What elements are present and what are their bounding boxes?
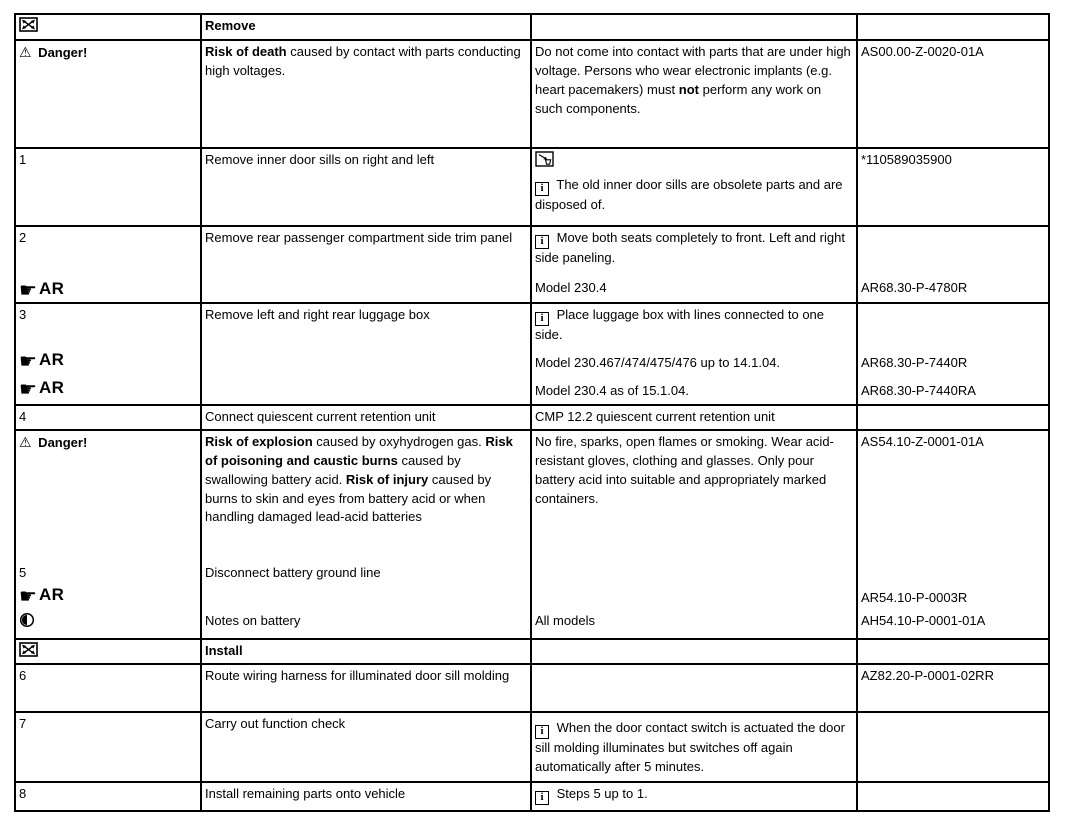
text-block <box>19 151 196 170</box>
text-span: Remove <box>205 18 256 33</box>
text-span: AR <box>38 378 65 397</box>
table-row-danger-high-voltage <box>16 39 1048 147</box>
cell-step <box>16 227 202 277</box>
text-span: not <box>678 81 699 97</box>
pointing-hand-icon: ☛ <box>19 583 37 608</box>
table-subrow <box>16 713 1048 781</box>
cell-operation <box>202 713 532 781</box>
text-block <box>535 306 852 345</box>
text-block <box>861 151 1044 170</box>
table-row-step-1 <box>16 147 1048 225</box>
cell-step <box>16 15 202 39</box>
table-subrow <box>16 304 1048 348</box>
cell-operation <box>202 610 532 638</box>
text-span: perform any work on such components. <box>535 81 822 116</box>
text-span: Model 230.4 as of 15.1.04. <box>535 383 689 398</box>
table-row-step-6 <box>16 663 1048 711</box>
text-block <box>205 433 526 527</box>
text-span: 4 <box>19 409 27 424</box>
cell-step <box>16 431 202 562</box>
text-span: Remove left and right rear luggage box <box>205 307 430 322</box>
text-span: Route wiring harness for illuminated door sill molding <box>205 668 510 683</box>
cell-notes <box>532 783 858 810</box>
text-span: Danger! <box>34 435 88 450</box>
text-block <box>19 715 196 734</box>
table-subrow <box>16 783 1048 810</box>
cell-operation <box>202 304 532 348</box>
text-block <box>535 176 852 215</box>
table-subrow <box>16 406 1048 429</box>
table-row-step-2 <box>16 225 1048 302</box>
table-subrow <box>16 15 1048 39</box>
text-span: Disconnect battery ground line <box>205 565 381 580</box>
text-block <box>861 589 1044 608</box>
text-block <box>535 408 852 427</box>
text-block <box>19 408 196 427</box>
warning-icon: ⚠ <box>19 435 32 451</box>
cell-operation <box>202 15 532 39</box>
pointing-hand-icon: ☛ <box>19 278 37 302</box>
text-block <box>861 382 1044 401</box>
cell-notes <box>532 665 858 711</box>
table-subrow <box>16 376 1048 404</box>
cell-step <box>16 277 202 302</box>
text-block <box>19 642 196 661</box>
text-span: AR <box>38 279 65 298</box>
text-span: Risk of injury <box>345 471 432 487</box>
info-icon: i <box>535 725 549 739</box>
table-subrow <box>16 562 1048 610</box>
text-block <box>205 17 526 36</box>
text-block <box>19 306 196 325</box>
text-span: AR <box>38 350 65 369</box>
cell-reference <box>858 348 1048 376</box>
text-span: AR68.30-P-4780R <box>861 280 968 295</box>
cell-step <box>16 640 202 663</box>
text-span: Remove inner door sills on right and left <box>205 152 435 167</box>
text-span: 5 <box>19 565 27 580</box>
cell-step <box>16 610 202 638</box>
text-block <box>205 408 526 427</box>
table-subrow <box>16 149 1048 225</box>
cell-step <box>16 149 202 225</box>
cell-step <box>16 41 202 147</box>
table-subrow <box>16 348 1048 376</box>
table-subrow <box>16 41 1048 147</box>
cell-step <box>16 783 202 810</box>
text-block <box>205 306 526 325</box>
text-span: Steps 5 up to 1. <box>553 786 648 801</box>
text-block <box>535 433 852 508</box>
text-block <box>19 378 196 399</box>
text-span: caused by swallowing battery acid. <box>205 452 461 487</box>
info-icon: i <box>535 235 549 249</box>
cell-operation <box>202 783 532 810</box>
table-subrow <box>16 640 1048 663</box>
info-icon: i <box>535 312 549 326</box>
text-span: Risk of explosion <box>205 434 317 449</box>
text-span: Place luggage box with lines connected to one side. <box>535 307 825 342</box>
text-block <box>19 612 196 632</box>
cell-operation <box>202 277 532 302</box>
text-block <box>861 43 1044 62</box>
cell-step <box>16 406 202 429</box>
table-row-section-remove <box>16 15 1048 39</box>
text-span: 7 <box>19 716 27 731</box>
cell-step <box>16 304 202 348</box>
text-span: 3 <box>19 307 27 322</box>
cell-notes <box>532 41 858 147</box>
cell-notes <box>532 431 858 562</box>
text-span: 8 <box>19 786 27 801</box>
section-remove-icon <box>19 17 38 36</box>
info-icon: i <box>535 791 549 805</box>
text-span: AR68.30-P-7440R <box>861 355 968 370</box>
text-block <box>205 642 526 661</box>
cell-operation <box>202 227 532 277</box>
cell-operation <box>202 665 532 711</box>
text-block <box>861 667 1044 686</box>
text-block <box>535 612 852 631</box>
text-span: Model 230.4 <box>535 280 607 295</box>
text-span: Risk of death <box>205 44 291 59</box>
cell-reference <box>858 376 1048 404</box>
cell-step <box>16 562 202 610</box>
text-block <box>535 785 852 805</box>
text-block <box>861 433 1044 452</box>
text-block <box>205 229 526 248</box>
cell-step <box>16 348 202 376</box>
text-span: AS00.00-Z-0020-01A <box>861 44 984 59</box>
text-span: 2 <box>19 230 27 245</box>
cell-reference <box>858 783 1048 810</box>
cell-notes <box>532 348 858 376</box>
cell-notes <box>532 277 858 302</box>
text-span: When the door contact switch is actuated the door sill molding illuminates but switches off again automatically after 5 minutes. <box>535 720 845 774</box>
text-span: AH54.10-P-0001-01A <box>861 613 986 628</box>
cell-reference <box>858 562 1048 610</box>
text-span: AR <box>38 584 65 604</box>
text-block <box>19 433 196 453</box>
text-block <box>19 785 196 804</box>
text-block <box>19 17 196 36</box>
text-span: All models <box>535 613 595 628</box>
text-block <box>205 151 526 170</box>
table-row-step-7 <box>16 711 1048 781</box>
cell-notes <box>532 149 858 225</box>
cell-reference <box>858 41 1048 147</box>
text-span: AZ82.20-P-0001-02RR <box>861 668 994 683</box>
cell-notes <box>532 227 858 277</box>
warning-icon: ⚠ <box>19 45 32 61</box>
cell-operation <box>202 431 532 562</box>
text-block <box>535 279 852 298</box>
text-block <box>535 719 852 777</box>
text-span: Do not come into contact with parts that are under high voltage. Persons who wear electronic implants (e.g. heart pacemakers) must <box>535 44 851 97</box>
cell-step <box>16 376 202 404</box>
cell-reference <box>858 665 1048 711</box>
cell-reference <box>858 431 1048 562</box>
text-block <box>19 585 196 606</box>
procedure-table <box>14 13 1050 812</box>
text-block <box>861 279 1044 298</box>
text-span: *110589035900 <box>861 152 952 167</box>
table-row-step-3 <box>16 302 1048 404</box>
text-block <box>205 612 526 631</box>
cell-operation <box>202 640 532 663</box>
text-span: The old inner door sills are obsolete parts and are disposed of. <box>535 176 843 212</box>
text-span: No fire, sparks, open flames or smoking. Wear acid-resistant gloves, clothing and glasses. Only pour battery acid into suitable and appropriately marked containers. <box>535 434 834 506</box>
cell-reference <box>858 640 1048 663</box>
pointing-hand-icon: ☛ <box>19 377 37 401</box>
text-span: caused by burns to skin and eyes from battery acid or when handling damaged lead-acid batteries <box>205 471 492 525</box>
text-span: Notes on battery <box>205 613 301 628</box>
text-span: Carry out function check <box>205 716 346 731</box>
table-row-section-install <box>16 638 1048 663</box>
table-row-danger-battery <box>16 429 1048 638</box>
table-subrow <box>16 431 1048 562</box>
table-subrow <box>16 277 1048 302</box>
text-block <box>19 229 196 248</box>
text-block <box>19 667 196 686</box>
text-span: Install <box>205 643 243 658</box>
text-span: CMP 12.2 quiescent current retention unit <box>535 409 775 424</box>
section-install-icon <box>19 642 38 661</box>
text-block <box>205 667 526 686</box>
cell-reference <box>858 15 1048 39</box>
text-block <box>205 43 526 81</box>
cell-notes <box>532 376 858 404</box>
cell-operation <box>202 348 532 376</box>
table-row-step-8 <box>16 781 1048 810</box>
table-row-step-4 <box>16 404 1048 429</box>
text-block <box>535 43 852 118</box>
cell-operation <box>202 406 532 429</box>
table-subrow <box>16 665 1048 711</box>
cell-notes <box>532 406 858 429</box>
cell-notes <box>532 304 858 348</box>
cell-operation <box>202 562 532 610</box>
table-subrow <box>16 227 1048 277</box>
text-span: AR68.30-P-7440RA <box>861 383 976 398</box>
cell-notes <box>532 713 858 781</box>
text-block <box>861 354 1044 373</box>
cell-reference <box>858 713 1048 781</box>
text-span: Install remaining parts onto vehicle <box>205 786 406 801</box>
text-block <box>535 354 852 373</box>
battery-note-icon <box>19 612 35 632</box>
text-block <box>535 382 852 401</box>
text-block <box>535 229 852 268</box>
text-block <box>535 151 852 171</box>
info-icon: i <box>535 182 549 196</box>
disposal-icon <box>535 151 554 171</box>
cell-reference <box>858 227 1048 277</box>
cell-reference <box>858 406 1048 429</box>
text-block <box>205 785 526 804</box>
text-block <box>205 564 526 583</box>
cell-notes <box>532 640 858 663</box>
text-span: AS54.10-Z-0001-01A <box>861 434 984 449</box>
text-block <box>861 612 1044 631</box>
text-span: Danger! <box>34 45 88 60</box>
table-subrow <box>16 610 1048 638</box>
text-span: Model 230.467/474/475/476 up to 14.1.04. <box>535 355 781 370</box>
text-block <box>19 564 196 583</box>
text-span: AR54.10-P-0003R <box>861 590 968 606</box>
cell-notes <box>532 610 858 638</box>
cell-operation <box>202 41 532 147</box>
text-block <box>205 715 526 734</box>
cell-reference <box>858 277 1048 302</box>
cell-reference <box>858 149 1048 225</box>
text-span: caused by oxyhydrogen gas. <box>316 434 486 449</box>
cell-notes <box>532 15 858 39</box>
text-span: caused by contact with parts conducting high voltages. <box>205 44 521 78</box>
cell-operation <box>202 149 532 225</box>
cell-reference <box>858 304 1048 348</box>
text-span: 1 <box>19 152 27 167</box>
cell-notes <box>532 562 858 610</box>
cell-operation <box>202 376 532 404</box>
pointing-hand-icon: ☛ <box>19 349 37 373</box>
text-block <box>19 279 196 300</box>
text-span: Connect quiescent current retention unit <box>205 409 436 424</box>
text-block <box>19 350 196 371</box>
text-span: Remove rear passenger compartment side trim panel <box>205 230 513 245</box>
text-span: Risk of poisoning and caustic burns <box>205 434 513 468</box>
cell-step <box>16 665 202 711</box>
text-span: 6 <box>19 668 27 683</box>
cell-reference <box>858 610 1048 638</box>
cell-step <box>16 713 202 781</box>
text-span: Move both seats completely to front. Left and right side paneling. <box>535 230 845 265</box>
text-block <box>19 43 196 63</box>
